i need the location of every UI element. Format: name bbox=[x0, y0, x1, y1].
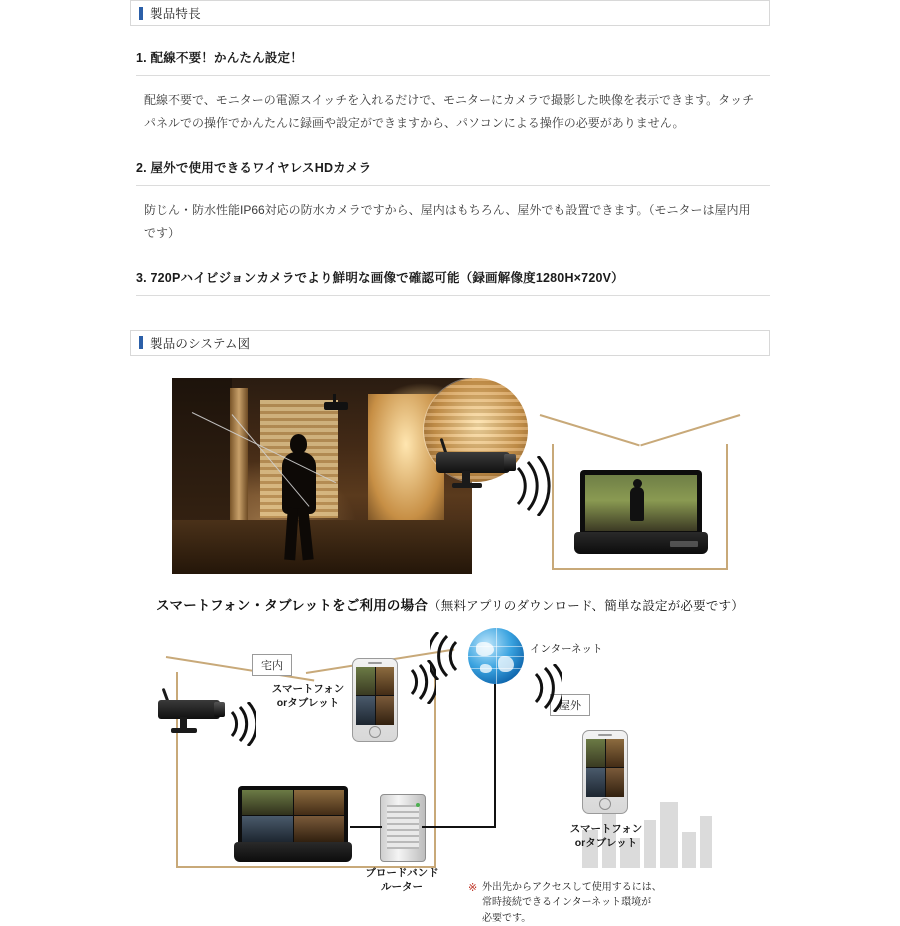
feature-body: 配線不要で、モニターの電源スイッチを入れるだけで、モニターにカメラで撮影した映像を表示できます。タッチパネルでの操作でかんたんに録画や設定ができますから、パソコンによる操作の必要がありません。 bbox=[144, 93, 755, 131]
label-line-2: orタブレット bbox=[276, 696, 340, 709]
caption-main: スマートフォン・タブレットをご利用の場合 bbox=[156, 597, 429, 613]
photo-camera-icon bbox=[324, 400, 354, 412]
label-smartphone-outdoor bbox=[566, 822, 646, 850]
house-roof-outline bbox=[552, 414, 728, 446]
photo-scene bbox=[172, 378, 728, 580]
caption-sub: （無料アプリのダウンロード、簡単な設定が必要です） bbox=[428, 598, 744, 613]
wireless-camera-icon bbox=[428, 440, 532, 488]
label-line-1: スマートフォン bbox=[569, 822, 643, 835]
feature-title: 2. 屋外で使用できるワイヤレスHDカメラ bbox=[136, 158, 770, 186]
section-header-system bbox=[130, 330, 770, 356]
label-indoor: 宅内 bbox=[252, 654, 292, 676]
wire-monitor-router bbox=[350, 826, 382, 828]
monitor-device-2 bbox=[234, 786, 352, 864]
wifi-waves-icon-camera bbox=[226, 702, 256, 746]
photo-ground bbox=[172, 520, 472, 574]
note-line-3: 必要です。 bbox=[482, 912, 532, 924]
feature-title: 1. 配線不要！かんたん設定！ bbox=[136, 48, 770, 76]
wifi-waves-icon-globe-right bbox=[528, 664, 562, 712]
monitor-device bbox=[574, 470, 708, 556]
diagram-caption bbox=[130, 594, 770, 614]
wire-router-internet-h bbox=[422, 826, 496, 828]
accent-bar-icon bbox=[139, 7, 143, 20]
feature-item-2 bbox=[130, 158, 770, 246]
wire-router-internet-v bbox=[494, 684, 496, 828]
section-header-features bbox=[130, 0, 770, 26]
label-internet: インターネット bbox=[530, 642, 603, 655]
internet-globe-icon bbox=[468, 628, 524, 684]
content-column bbox=[130, 0, 770, 924]
label-outdoor: 屋外 bbox=[550, 694, 590, 716]
label-router bbox=[356, 866, 448, 894]
note-line-2: 常時接続できるインターネット環境が bbox=[482, 897, 652, 909]
note-line-1: 外出先からアクセスして使用するには、 bbox=[482, 881, 662, 893]
label-line-1: スマートフォン bbox=[271, 682, 345, 695]
broadband-router bbox=[380, 794, 426, 862]
network-diagram bbox=[130, 626, 770, 924]
smartphone-indoor bbox=[352, 658, 398, 742]
feature-body: 防じん・防水性能IP66対応の防水カメラですから、屋内はもちろん、屋外でも設置できます。（モニターは屋内用です） bbox=[144, 202, 751, 241]
feature-item-1 bbox=[130, 48, 770, 136]
system-diagram bbox=[130, 378, 770, 924]
label-smartphone-indoor bbox=[268, 682, 348, 710]
usage-note bbox=[468, 880, 682, 926]
wifi-waves-icon-phone-indoor bbox=[406, 660, 436, 704]
photo-person-silhouette bbox=[276, 434, 322, 560]
section-title-features: 製品特長 bbox=[150, 7, 201, 21]
label-line-1: ブロードバンド bbox=[365, 866, 439, 879]
section-title-system: 製品のシステム図 bbox=[150, 336, 251, 351]
note-asterisk-icon: ※ bbox=[468, 881, 478, 894]
feature-item-3 bbox=[130, 268, 770, 296]
smartphone-outdoor bbox=[582, 730, 628, 814]
label-line-2: ルーター bbox=[381, 880, 423, 893]
label-line-2: orタブレット bbox=[574, 836, 638, 849]
photo-pillar bbox=[230, 388, 248, 538]
accent-bar-icon bbox=[139, 336, 143, 349]
feature-title: 3. 720Pハイビジョンカメラでより鮮明な画像で確認可能（録画解像度1280H×720V） bbox=[136, 268, 770, 296]
